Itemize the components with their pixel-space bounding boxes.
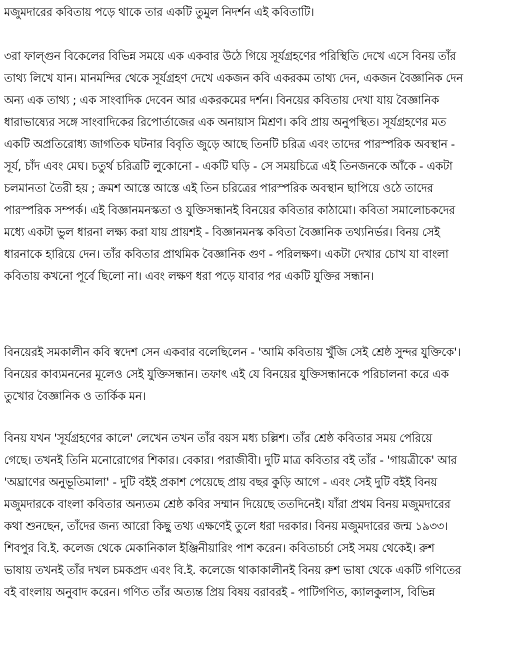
text-line: 'অঘ্রাণের অনুভূতিমালা' - দুটি বইই প্রকাশ পেয়েছে প্রায় বছর কুড়ি আগে - এবং সেই দুটি বইই বিনয় — [4, 475, 438, 489]
text-line: বিনয়েরই সমকালীন কবি স্বদেশ সেন একবার বলেছিলেন - 'আমি কবিতায় খুঁজি সেই শ্রেষ্ঠ সুন্দর যুক্তিকে'। — [4, 345, 461, 359]
text-line: চলমানতা তৈরী হয় ; ক্রমশ আস্তে আস্তে এই তিন চরিত্রের পারস্পরিক অবস্থান ছাপিয়ে ওঠে তাদের — [4, 181, 434, 195]
text-line: মজুমদারের কবিতায় পড়ে থাকে তার একটি তুমুল নিদর্শন এই কবিতাটি। — [4, 5, 315, 19]
text-line: গেছে। তখনই তিনি মনোরোগের শিকার। বেকার। পরাজীবী। দুটি মাত্র কবিতার বই তাঁর - 'গায়ত্রীকে' আর — [4, 453, 457, 467]
text-line: পারস্পরিক সম্পর্ক। এই বিজ্ঞানমনস্কতা ও যুক্তিসন্ধানই বিনয়ের কবিতার কাঠামো। কবিতা সমালোচকদের — [4, 203, 455, 217]
text-line: কথা শুনছেন, তাঁদের জন্য আরো কিছু তথ্য এক্ষণেই তুলে ধরা দরকার। বিনয় মজুমদারের জন্ম ১৯৩৩। — [4, 519, 448, 533]
text-line — [4, 603, 526, 625]
text-line: কবিতায় কখনো পূর্বে ছিলো না। এবং লক্ষণ ধরা পড়ে যাবার পর একটি যুক্তির সন্ধান। — [4, 269, 374, 283]
text-line: মজুমদারকে বাংলা কবিতার অন্যতম শ্রেষ্ঠ কবির সম্মান দিয়েছে ততদিনেই। যাঁরা প্রথম বিনয় মজুমদারের — [4, 497, 451, 511]
text-line: বিনয় যখন 'সূর্যগ্রহণের কালে' লেখেন তখন তাঁর বয়স মধ্য চল্লিশ। তাঁর শ্রেষ্ঠ কবিতার সময় পেরিয়ে — [4, 431, 433, 445]
text-line: ধারাভাষ্যের সঙ্গে সাংবাদিকের রিপোর্তাজের এক অনায়াস মিশ্রণ। কবি প্রায় অনুপস্থিত। সূর্যগ্রহণের মত — [4, 115, 447, 129]
text-line — [4, 624, 526, 646]
text-line: সূর্য, চাঁদ এবং মেঘ। চতুর্থ চরিত্রটি লুকোনো - একটি ঘড়ি - সে সময়চিত্রে এই তিনজনকে আঁকে - একটা — [4, 159, 453, 173]
text-line: বিনয়ের কাব্যমননের মূলেও সেই যুক্তিসন্ধান। তফাৎ এই যে বিনয়ের যুক্তিসন্ধানকে পরিচালনা করে এক — [4, 367, 449, 381]
text-line: ভাষায় তখনই তাঁর দখল চমকপ্রদ এবং বি.ই. কলেজে থাকাকালীনই বিনয় রুশ ভাষা থেকে একটি গণিতের — [4, 563, 461, 577]
text-line: বই বাংলায় অনুবাদ করেন। গণিত তাঁর অত্যন্ত প্রিয় বিষয় বরাবরই - পাটিগণিত, ক্যালকুলাস, বিভিন্ন — [4, 585, 435, 599]
text-line: অন্য এক তাথ্য ; এক সাংবাদিক দেবেন আর একরকমের দর্শন। বিনয়ের কবিতায় দেখা যায় বৈজ্ঞানিক — [4, 93, 439, 107]
text-line: মধ্যে একটা ভুল ধারনা লক্ষ্য করা যায় প্রায়শই - বিজ্ঞানমনস্ক কবিতা বৈজ্ঞানিক তথ্যনির্ভর। বিনয় সেই — [4, 225, 440, 239]
text-line: শিবপুর বি.ই. কলেজ থেকে মেকানিকাল ইঞ্জিনীয়ারিং পাশ করেন। কবিতাচর্চা সেই সময় থেকেই। রুশ — [4, 541, 435, 555]
text-line: তাথ্য লিখে যান। মানমন্দির থেকে সূর্যগ্রহণ দেখে একজন কবি একরকম তাথ্য দেন, একজন বৈজ্ঞানিক দেন — [4, 71, 463, 85]
text-line: ৩রা ফাল্গুন বিকেলের বিভিন্ন সময়ে এক একবার উঠে গিয়ে সূর্যগ্রহণের পরিস্থিতি দেখে এসে বিনয় তাঁর — [4, 49, 456, 63]
text-line — [4, 287, 526, 309]
text-line: তুখোর বৈজ্ঞানিক ও তার্কিক মন। — [4, 389, 146, 403]
text-line: একটি অপ্রতিরোধ্য জাগতিক ঘটনার বিবৃতি জুড়ে আছে তিনটি চরিত্র এবং তাদের পারস্পরিক অবস্থান - — [4, 137, 455, 151]
text-line: ধারনাকে হারিয়ে দেন। তাঁর কবিতার প্রাথমিক বৈজ্ঞানিক গুণ - পরিলক্ষণ। একটা দেখার চোখ যা বাংলা — [4, 247, 449, 261]
